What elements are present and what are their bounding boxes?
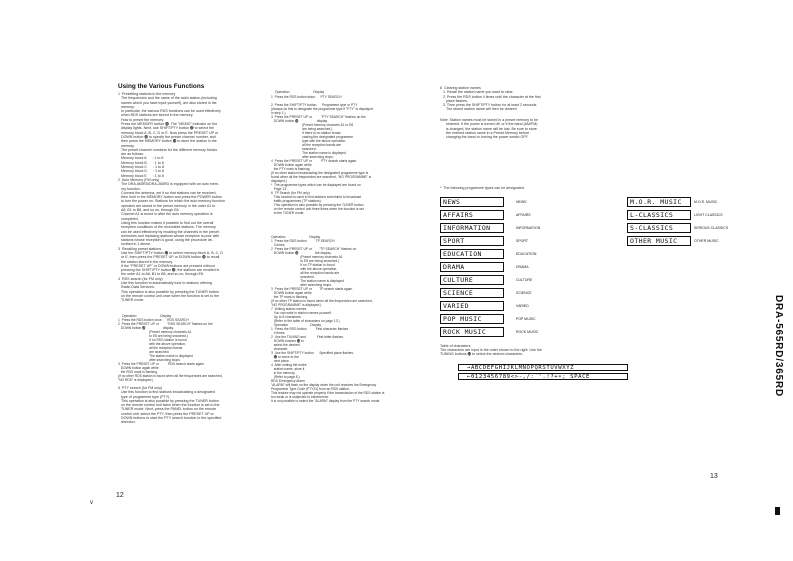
pty-lcd-drama: DRAMA [440,262,504,272]
char-table-row-letters: →ABCDEFGHIJKLMNOPQRSTUVWXYZ [458,364,628,371]
section-heading: Using the Various Functions [118,83,205,90]
page-number-right: 13 [710,473,718,480]
rds-op-header: Operation Display [122,314,172,318]
tp-op-block: Operation Display 1 Press the RDS button TP SEARCH 3 times. 2 Press the PRESET UP or "TP SEARCH" flashes on DOWN button ⓭ the display. (Preset memory channels A1 to E8 are being searched.) If no TP station is found with the above operation, all the reception bands are searched. The station name is displayed after searching stops. 3 Press the PRESET UP or TP search starts again. DOWN button again while the TP mark is flashing. (If no other TP station is found when all the frequencies are searched, "NO PROGRAMME" is displayed.) 7 Writing station names You can write in station names yourself. Up to 8 characters. (Refer to the table of characters on page 13.) Operation Display 1 Press the RDS button First character flashes 4 times. 2 Use the TUNING and First letter flashes. DOWN buttons ⓭ to select the desired character. 3 Use the SHIFT/PTY button Specified place flashes. ⓬ to move to the next place. 4 After writing the entire station name, store it in the memory. (Refer to page 8.) RDS Emergency Alarm "ALARM" will flash on the display when the unit receives the Emergency Programme Type Code (PTY31) from an RDS station. This feature may not operate properly if the transmission of the RDS station is too weak or is subjected to interference. It is not possible to select the "ALARM" display from the PTY search mode. [271,235,385,403]
presetting-text: 1 Presetting stations in the memory The frequencies and the name of the radio station (including names which you have input yourself), are also stored in the memory. In particular, the various RDS functions can be used effectively when RDS stations are stored in the memory. How to preset the memory: Press the MEMORY button ⓮. The "MEMO" indicator on the display lights. Next, use SHIFT/PTY button ⓬ to select the memory block A, B, C, D or E. Now press the PRESET UP or DOWN button ⓭ to specify the preset channel number, and then press the MEMORY button ⓮ to store the station in the memory. The preset channel numbers for the different memory blocks are as follows: Memory block A : 1 to 8 Memory block B : 1 to 8 Memory block C : 1 to 8 Memory block D : 1 to 8 Memory block E : 1 to 8 2 Auto Memory (FM only) The DRA-565RD/DRA-365RD is equipped with an auto mem- ory function. Connect the antenna, set it so that stations can be received, then hold in the MEMORY button and press the POWER button to turn the power on. Stations for which the auto memory function operates are stored in the preset memory in the order A1 to A8, B1 to B8, and so on, through E8. Channel A1 is tuned in after the auto memory operation is completed. Using this function makes it possible to find out the overall reception conditions of the receivable stations. The memory can be used effectively by recalling the channels in the preset memories and replacing stations whose reception is poor with stations whose reception is good, using the procedure de- scribed in 1 above. 3 Recalling preset stations Use the SHIFT/PTY button ⓬ to select memory block A, B, C, D or E, then press the PRESET UP or DOWN button ⓭ to recall the station stored in the memory. If the "PRESET UP" or DOWN buttons are pressed without pressing the SHIFT/PTY button ⓬, the stations are recalled in the order A1 to A8, B1 to B8, and so on, through E8. 4 RDS search (for FM only) Use this function to automatically tune to stations offering Radio Data Services. This operation is also possible by pressing the TUNER button on the remote control unit once when the function is set to the TUNER mode. [118,92,225,303]
pty-lcd-other-music: OTHER MUSIC [627,236,691,246]
pty-lcd-affairs: AFFAIRS [440,210,504,220]
pty-label-varied: VARIED [516,304,529,308]
model-vertical-tab [770,295,790,515]
pty-label-drama: DRAMA [516,265,529,269]
pty-lcd-news: NEWS [440,197,504,207]
pty-label-rock-music: ROCK MUSIC [516,330,539,334]
pty-label-science: SCIENCE [516,291,532,295]
pty-label-sport: SPORT [516,239,528,243]
pty-op-header: Operation Display [275,90,325,94]
pty-lcd-sport: SPORT [440,236,504,246]
pty-label-information: INFORMATION [516,226,541,230]
model-tab-bar [775,507,780,515]
note-text: Note: Station names must be stored in a preset memory to be retained. If the power is turned off, or if the band (AM/FM) is changed, the station name will be lost. Be sure to store the entered station name in a Preset Memory before changing the band or turning the power switch OFF. [440,118,539,140]
margin-mark: v [90,500,93,506]
page-number-left: 12 [116,492,124,499]
char-table-row-digits: ←0123456789<>-,/:`'.!?+∗; SPACE [458,373,628,380]
pty-label-serious-classics: SERIOUS CLASSICS [694,226,729,230]
pty-label-other-music: OTHER MUSIC [694,239,719,243]
pty-lcd-information: INFORMATION [440,223,504,233]
table-desc: The characters are input in the order shown to the right. Use the TUNING buttons ⓭ to select the desired characters. [440,348,542,357]
pty-lcd-culture: CULTURE [440,275,504,285]
model-name-vertical: DRA-565RD/365RD [773,295,784,398]
table-title: Table of characters [440,344,471,348]
pty-lcd-education: EDUCATION [440,249,504,259]
pty-intro: * The following programme types can be designated [440,186,524,190]
clearing-text: 8 Clearing station names 1. Recall the station name you want to clear. 2. Press the RDS button 4 times until the character at the first place flashes. 3. Then press the SHIFT/PTY button for at least 2 seconds. The stored station name will then be cleared. [440,86,541,112]
pty-label-news: NEWS [516,200,527,204]
pty-op-block: 1 Press the RDS button twice. PTY SEARCH 2 Press the SHIFT/PTY button. Programme type or PTY (Always do this to designate the programme type if "PTY" is displayed in step 1.) 3 Press the PRESET UP or "PTY SEARCH" flashes on the DOWN button ⓭ display. (Preset memory channels A1 to E8 are being searched.) If there is no station broad- casting the designated programme type with the above operation, all the reception bands are searched. The station name is displayed after searching stops. 4 Press the PRESET UP or PTY search starts again. DOWN button again while the PTY mark is flashing. (If no other station broadcasting the designated programme type is found when all the frequencies are searched, "NO PROGRAMME" is displayed.) * The programme types which can be displayed are found on Page 13. 6 TP Search (for FM only) This function is used to find stations scheduled to broadcast traffic programmes (TP stations). This operation is also possible by pressing the TUNER button on the remote control unit three times when the function is set to the TUNER mode. [271,95,373,215]
pty-label-affairs: AFFAIRS [516,213,531,217]
rds-op-block: 1 Press the RDS button once. RDS SEARCH 2 Press the PRESET UP or "RDS SEARCH" flashes on the DOWN button ⓭ display. (Preset memory channels A1 to E8 are being searched.) If no RDS station is found with the above operation, all the reception bands are searched. The station name is displayed after searching stops. 3 Press the PRESET UP or RDS search starts again. DOWN button again while the RDS mark is flashing. (If no other RDS station is found when all the frequencies are searched, "NO RDS" is displayed.) [118,318,223,382]
pty-label-light-classics: LIGHT CLASSICS [694,213,723,217]
pty-search-text: 5 PTY search (for FM only) Use this function to find stations broadcasting a designated type of programme type (PTY). This operation is also possible by pressing the TUNER button on the remote control unit twice when the function is set to the TUNER mode. Next, press the PANEL button on the remote control unit, select the PTY, then press the PRESET UP or DOWN buttons to start the PTY search function in the specified direction. [118,386,222,425]
left-page [0,0,396,561]
pty-lcd-mor-music: M.O.R. MUSIC [627,197,691,207]
pty-lcd-light-classics: L-CLASSICS [627,210,691,220]
pty-label-mor-music: M.O.R. MUSIC [694,200,718,204]
pty-lcd-science: SCIENCE [440,288,504,298]
pty-lcd-serious-classics: S-CLASSICS [627,223,691,233]
pty-label-culture: CULTURE [516,278,533,282]
pty-lcd-varied: VARIED [440,301,504,311]
pty-label-pop-music: POP MUSIC [516,317,536,321]
pty-lcd-pop-music: POP MUSIC [440,314,504,324]
pty-lcd-rock-music: ROCK MUSIC [440,327,504,337]
pty-label-education: EDUCATION [516,252,537,256]
